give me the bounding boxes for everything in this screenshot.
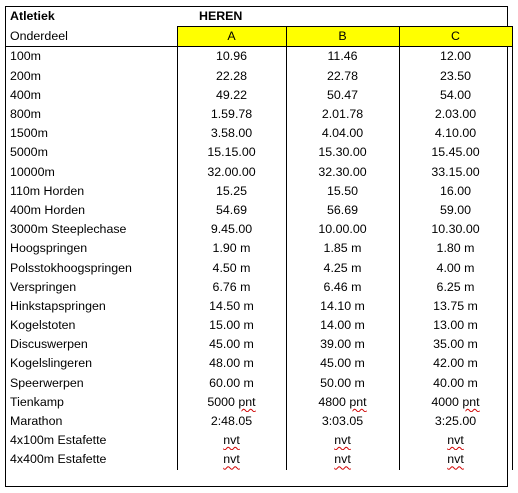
sheet-subtitle: HEREN [199, 9, 243, 24]
value-cell-b: 11.46 [286, 47, 399, 67]
table-row [6, 335, 512, 354]
spellcheck-mark: nvt [447, 452, 464, 467]
value-cell-a: 2:48.05 [177, 412, 286, 431]
event-name-cell: 100m [10, 49, 41, 64]
table-row [6, 374, 512, 393]
value-cell-a: 1.59.78 [177, 105, 286, 124]
value-cell-c: 4.00 m [399, 258, 512, 277]
table-row [6, 316, 512, 335]
table-row [6, 201, 512, 220]
empty-cell [399, 7, 512, 27]
event-name-cell: Speerwerpen [10, 375, 84, 390]
column-header-c: C [399, 27, 512, 47]
event-name-cell: Verspringen [10, 279, 77, 294]
value-cell-c: 3:25.00 [399, 412, 512, 431]
value-cell-c: 1.80 m [399, 239, 512, 258]
value-cell-b: 39.00 m [286, 335, 399, 354]
value-cell-c: 4000 pnt [399, 393, 512, 412]
value-cell-c: 15.45.00 [399, 143, 512, 162]
value-cell-b: 2.01.78 [286, 105, 399, 124]
table-row [6, 67, 512, 86]
value-cell-a: 1.90 m [177, 239, 286, 258]
spellcheck-mark: nvt [447, 433, 464, 448]
event-name-cell: 110m Horden [10, 183, 85, 198]
value-cell-b: 4800 pnt [286, 393, 399, 412]
value-cell-a: 6.76 m [177, 278, 286, 297]
value-cell-b: 4.25 m [286, 258, 399, 277]
table-row [6, 163, 512, 182]
value-cell-a: 48.00 m [177, 354, 286, 373]
event-name-cell: Tienkamp [10, 394, 64, 409]
value-cell-b: 15.50 [286, 182, 399, 201]
value-cell-a: 54.69 [177, 201, 286, 220]
value-cell-b: 15.30.00 [286, 143, 399, 162]
value-cell-c [399, 431, 512, 450]
value-cell-a: 49.22 [177, 86, 286, 105]
value-cell-b: 1.85 m [286, 239, 399, 258]
results-table [6, 7, 513, 470]
table-row [6, 393, 512, 412]
value-cell-c: 16.00 [399, 182, 512, 201]
spellcheck-mark: pnt [462, 394, 480, 409]
value-cell-c: 40.00 m [399, 374, 512, 393]
table-row [6, 431, 512, 450]
column-header-b: B [286, 27, 399, 47]
spellcheck-mark: nvt [223, 433, 240, 448]
table-row [6, 86, 512, 105]
event-name-cell: Kogelstoten [10, 318, 76, 333]
value-cell-a: 32.00.00 [177, 163, 286, 182]
value-cell-a: 22.28 [177, 67, 286, 86]
value-cell-a: 15.25 [177, 182, 286, 201]
value-cell-c: 42.00 m [399, 354, 512, 373]
event-name-cell: 1500m [10, 126, 48, 141]
table-row [6, 354, 512, 373]
event-name-cell: 400m Horden [10, 202, 86, 217]
value-cell-b: 14.10 m [286, 297, 399, 316]
event-name-cell: Marathon [10, 414, 63, 429]
table-row [6, 143, 512, 162]
table-row [6, 239, 512, 258]
spellcheck-mark: pnt [349, 394, 367, 409]
value-cell-a: 4.50 m [177, 258, 286, 277]
value-cell-b: 14.00 m [286, 316, 399, 335]
title-row [6, 7, 512, 27]
value-cell-a: 15.00 m [177, 316, 286, 335]
value-cell-a: 5000 pnt [177, 393, 286, 412]
value-cell-b [286, 431, 399, 450]
value-cell-c: 2.03.00 [399, 105, 512, 124]
value-cell-b: 50.47 [286, 86, 399, 105]
value-cell-a: 14.50 m [177, 297, 286, 316]
value-cell-c: 13.00 m [399, 316, 512, 335]
value-cell-c: 23.50 [399, 67, 512, 86]
table-row [6, 297, 512, 316]
table-row [6, 450, 512, 469]
empty-cell [286, 7, 399, 27]
table-row [6, 278, 512, 297]
value-cell-a: 9.45.00 [177, 220, 286, 239]
value-cell-a [177, 450, 286, 469]
event-name-cell: Hinkstapspringen [10, 298, 106, 313]
event-name-cell: Kogelslingeren [10, 356, 92, 371]
table-row [6, 124, 512, 143]
table-row [6, 220, 512, 239]
event-name-cell: 200m [10, 68, 41, 83]
event-name-cell: 4x400m Estafette [10, 452, 107, 467]
value-cell-b: 50.00 m [286, 374, 399, 393]
value-cell-c: 12.00 [399, 47, 512, 67]
value-cell-c: 35.00 m [399, 335, 512, 354]
value-cell-c: 6.25 m [399, 278, 512, 297]
value-cell-b [286, 450, 399, 469]
value-cell-a: 60.00 m [177, 374, 286, 393]
value-cell-a: 10.96 [177, 47, 286, 67]
column-label-onderdeel: Onderdeel [6, 27, 177, 47]
table-row [6, 105, 512, 124]
event-name-cell: 4x100m Estafette [10, 433, 107, 448]
event-name-cell: 400m [10, 87, 41, 102]
value-cell-b: 10.00.00 [286, 220, 399, 239]
event-name-cell: 5000m [10, 145, 48, 160]
value-cell-b: 6.46 m [286, 278, 399, 297]
value-cell-b: 45.00 m [286, 354, 399, 373]
spellcheck-mark: nvt [334, 452, 351, 467]
value-cell-b: 22.78 [286, 67, 399, 86]
table-row [6, 182, 512, 201]
value-cell-a: 3.58.00 [177, 124, 286, 143]
table-row [6, 47, 512, 67]
column-header-a: A [177, 27, 286, 47]
value-cell-c: 4.10.00 [399, 124, 512, 143]
value-cell-c: 59.00 [399, 201, 512, 220]
value-cell-b: 56.69 [286, 201, 399, 220]
value-cell-c [399, 450, 512, 469]
value-cell-c: 33.15.00 [399, 163, 512, 182]
table-row [6, 412, 512, 431]
spellcheck-mark: nvt [334, 433, 351, 448]
event-name-cell: Hoogspringen [10, 241, 88, 256]
event-name-cell: 800m [10, 107, 41, 122]
value-cell-a: 15.15.00 [177, 143, 286, 162]
sheet-title: Atletiek [10, 9, 55, 24]
value-cell-b: 3:03.05 [286, 412, 399, 431]
event-name-cell: Polsstokhoogspringen [10, 260, 132, 275]
value-cell-a: 45.00 m [177, 335, 286, 354]
event-name-cell: 3000m Steeplechase [10, 222, 127, 237]
value-cell-c: 54.00 [399, 86, 512, 105]
value-cell-b: 4.04.00 [286, 124, 399, 143]
table-row [6, 258, 512, 277]
results-sheet [5, 6, 508, 487]
event-name-cell: Discuswerpen [10, 337, 88, 352]
spellcheck-mark: pnt [238, 394, 256, 409]
event-name-cell: 10000m [10, 164, 55, 179]
value-cell-c: 13.75 m [399, 297, 512, 316]
spellcheck-mark: nvt [223, 452, 240, 467]
header-row [6, 27, 512, 47]
value-cell-b: 32.30.00 [286, 163, 399, 182]
value-cell-c: 10.30.00 [399, 220, 512, 239]
value-cell-a [177, 431, 286, 450]
